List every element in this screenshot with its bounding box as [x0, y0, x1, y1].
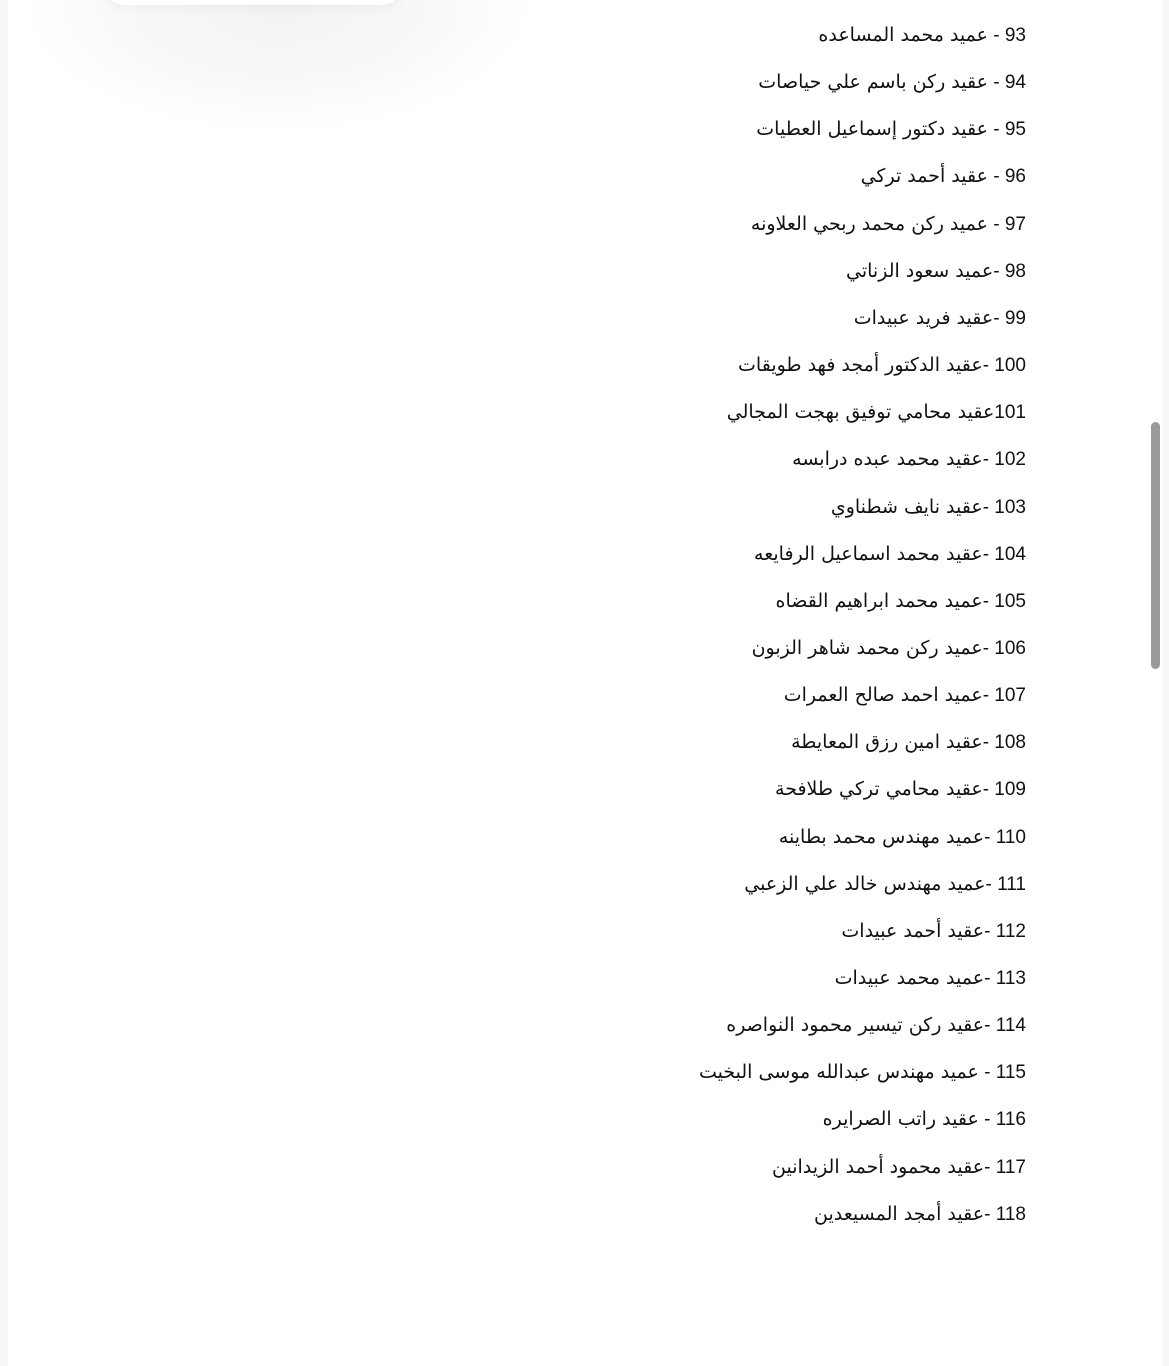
entry-number: 112 — [995, 921, 1026, 942]
entry-separator: - — [982, 449, 995, 470]
entry-number: 114 — [995, 1015, 1026, 1036]
list-item — [779, 821, 1026, 853]
entry-number: 98 — [1004, 261, 1026, 282]
list-item — [754, 538, 1026, 570]
entry-separator: - — [984, 1157, 996, 1178]
entry-separator: - — [982, 591, 995, 612]
entry-separator: - — [987, 166, 1005, 187]
list-item — [772, 1151, 1026, 1183]
entry-number: 103 — [994, 497, 1026, 518]
entry-separator: - — [982, 497, 995, 518]
entry-name: عقيد أمجد المسيعدين — [814, 1203, 985, 1225]
entry-separator: - — [985, 874, 998, 895]
entry-separator: - — [978, 1062, 996, 1083]
entry-separator: - — [982, 355, 995, 376]
list-item — [738, 349, 1026, 381]
entry-number: 107 — [994, 685, 1026, 706]
list-item — [758, 66, 1026, 98]
entry-separator: - — [987, 25, 1005, 46]
entry-number: 110 — [995, 827, 1026, 848]
entry-separator: - — [978, 1109, 996, 1130]
list-item — [752, 632, 1026, 664]
entry-name: عقيد محمد اسماعيل الرفايعه — [754, 543, 983, 565]
entry-number: 105 — [994, 591, 1026, 612]
entry-name: عقيد فريد عبيدات — [853, 307, 994, 329]
entry-name: عميد محمد ابراهيم القضاه — [775, 590, 983, 612]
entry-number: 104 — [994, 544, 1026, 565]
list-item — [744, 868, 1026, 900]
entry-name: عقيد نايف شطناوي — [830, 496, 983, 518]
entry-name: عقيد أحمد تركي — [860, 165, 988, 187]
entry-number: 111 — [997, 874, 1026, 895]
entry-separator: - — [982, 638, 995, 659]
entry-name: عقيد محمد عبده درابسه — [792, 448, 983, 470]
officer-list — [8, 0, 1163, 1366]
entry-name: عقيد محمود أحمد الزيدانين — [772, 1156, 985, 1178]
entry-separator: - — [984, 827, 996, 848]
list-item — [699, 1056, 1026, 1088]
list-item — [776, 585, 1027, 617]
entry-number: 99 — [1004, 308, 1026, 329]
entry-separator: - — [982, 779, 995, 800]
entry-name: عميد احمد صالح العمرات — [783, 684, 983, 706]
entry-separator: - — [984, 1015, 996, 1036]
entry-separator: - — [982, 544, 995, 565]
entry-name: عميد سعود الزناتي — [846, 260, 994, 282]
list-item — [751, 208, 1026, 240]
entry-name: عقيد محامي تركي طلافحة — [775, 778, 983, 800]
list-item — [791, 726, 1026, 758]
list-item — [846, 255, 1026, 287]
entry-name: عقيد محامي توفيق بهجت المجالي — [726, 401, 995, 423]
entry-name: عميد ركن محمد شاهر الزبون — [751, 637, 983, 659]
entry-separator: - — [984, 921, 996, 942]
document-page — [8, 0, 1163, 1366]
list-item — [756, 113, 1026, 145]
entry-number: 100 — [994, 355, 1026, 376]
entry-name: عميد مهندس محمد بطاينه — [778, 826, 985, 848]
entry-number: 101 — [994, 402, 1026, 423]
entry-name: عميد مهندس عبدالله موسى البخيت — [698, 1061, 979, 1083]
entry-name: عميد محمد عبيدات — [834, 967, 985, 989]
list-item — [861, 160, 1026, 192]
entry-number: 96 — [1004, 166, 1026, 187]
list-item — [775, 773, 1026, 805]
list-item — [831, 491, 1026, 523]
entry-separator: - — [982, 732, 995, 753]
entry-separator: - — [987, 72, 1005, 93]
entry-separator: - — [993, 308, 1005, 329]
entry-separator: - — [982, 685, 995, 706]
entry-number: 95 — [1004, 119, 1026, 140]
entry-separator: - — [987, 214, 1005, 235]
entry-number: 97 — [1004, 214, 1026, 235]
entry-number: 116 — [995, 1109, 1026, 1130]
list-item — [818, 19, 1026, 51]
entry-separator: - — [984, 1204, 996, 1225]
entry-number: 106 — [994, 638, 1026, 659]
entry-number: 93 — [1004, 25, 1026, 46]
entry-name: عقيد دكتور إسماعيل العطيات — [756, 118, 988, 140]
entry-separator: - — [987, 119, 1005, 140]
list-item — [841, 915, 1026, 947]
entry-name: عميد محمد المساعده — [818, 24, 988, 46]
entry-name: عقيد ركن باسم علي حياصات — [758, 71, 988, 93]
list-item — [792, 443, 1026, 475]
list-item — [814, 1198, 1026, 1230]
entry-name: عقيد امين رزق المعايطة — [791, 731, 983, 753]
entry-number: 102 — [994, 449, 1026, 470]
list-item — [727, 396, 1026, 428]
entry-name: عميد ركن محمد ربحي العلاونه — [750, 213, 988, 235]
entry-number: 94 — [1004, 72, 1026, 93]
entry-number: 108 — [994, 732, 1026, 753]
entry-separator: - — [984, 968, 996, 989]
entry-number: 117 — [995, 1157, 1026, 1178]
list-item — [854, 302, 1026, 334]
list-item — [823, 1103, 1026, 1135]
entry-number: 109 — [994, 779, 1026, 800]
entry-name: عقيد راتب الصرايره — [822, 1108, 979, 1130]
entry-separator: - — [993, 261, 1005, 282]
entry-name: عميد مهندس خالد علي الزعبي — [744, 873, 986, 895]
entry-name: عقيد أحمد عبيدات — [841, 920, 985, 942]
entry-number: 113 — [995, 968, 1026, 989]
vertical-scrollbar[interactable] — [1151, 422, 1160, 669]
entry-name: عقيد ركن تيسير محمود النواصره — [726, 1014, 985, 1036]
entry-name: عقيد الدكتور أمجد فهد طويقات — [738, 354, 983, 376]
list-item — [726, 1009, 1026, 1041]
entry-number: 118 — [995, 1204, 1026, 1225]
list-item — [835, 962, 1026, 994]
list-item — [784, 679, 1026, 711]
entry-number: 115 — [995, 1062, 1026, 1083]
